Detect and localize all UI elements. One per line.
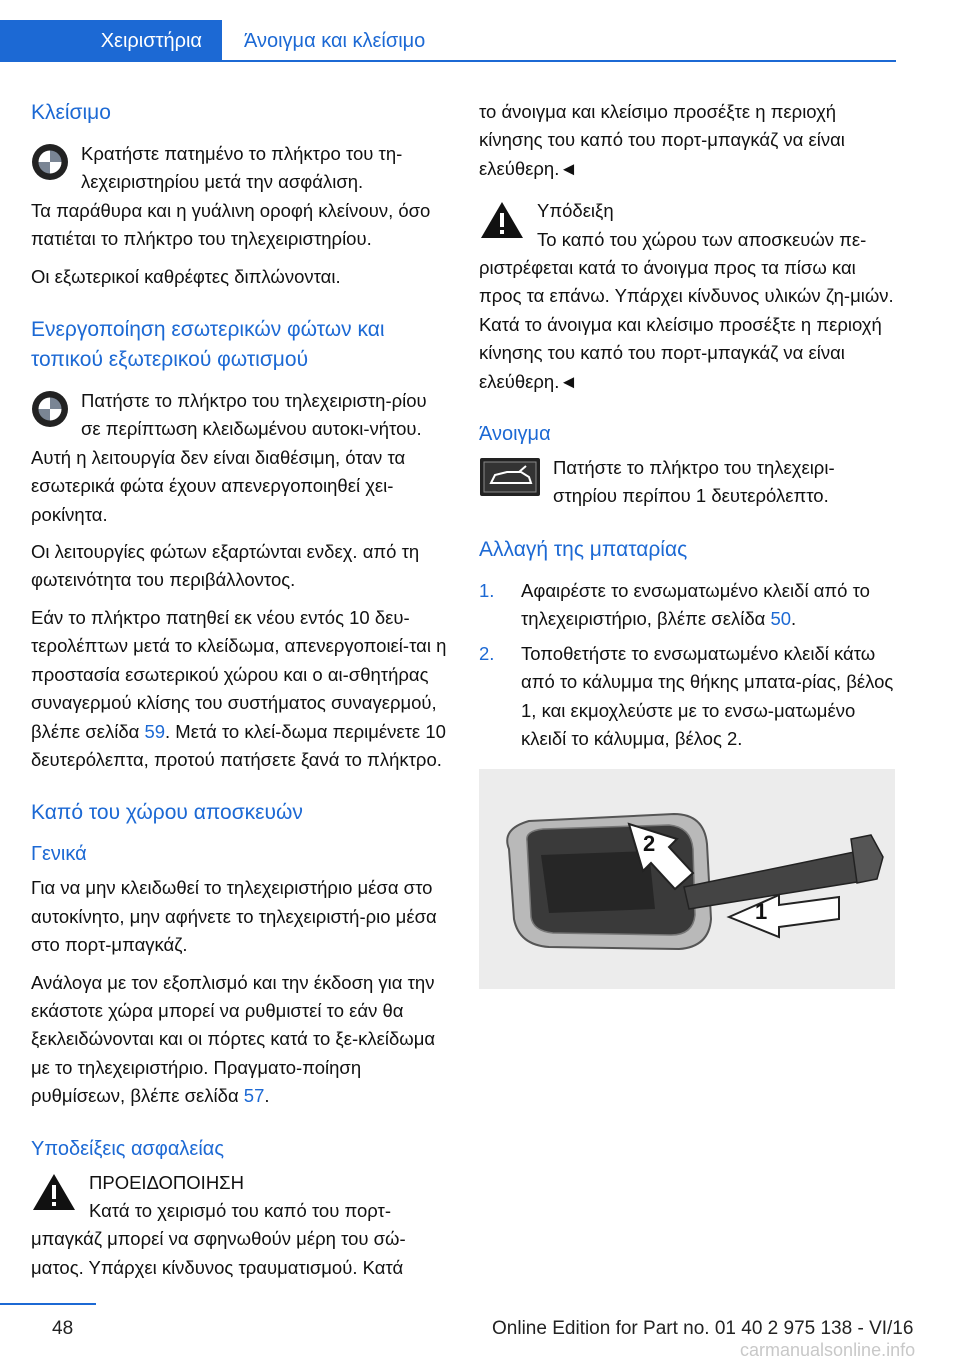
- key-illustration-svg: [479, 769, 895, 989]
- note-title: Υπόδειξη: [537, 200, 614, 222]
- general-subheading: Γενικά: [31, 843, 87, 866]
- section-tab-controls[interactable]: Χειριστήρια: [0, 20, 222, 62]
- battery-steps: [479, 577, 895, 753]
- closing-paragraph-2: Οι εξωτερικοί καθρέφτες διπλώνονται.: [31, 265, 341, 287]
- arrow-2-label: 2: [643, 831, 656, 857]
- lights-icon-text: Πατήστε το πλήκτρο του τηλεχειριστη-ρίου σε περίπτωση κλειδωμένου αυτοκι-νήτου.: [81, 390, 427, 440]
- list-item: 2. Τοποθετήστε το ενσωματωμένο κλειδί κάτω από το κάλυμμα της θήκης μπατα-ρίας, βέλος 1, και εκμοχλεύστε με το ενσω-ματωμένο κλειδί το κάλυμμα, βέλος 2.: [479, 640, 895, 754]
- trunk-heading: Καπό του χώρου αποσκευών: [31, 801, 303, 825]
- lights-heading: Ενεργοποίηση εσωτερικών φώτων και τοπικού εξωτερικού φωτισμού: [31, 318, 385, 372]
- safety-warning: [31, 1169, 447, 1283]
- page-link-59[interactable]: 59: [144, 720, 166, 742]
- key-battery-illustration: [479, 769, 895, 989]
- right-column: [479, 98, 895, 989]
- section-tab-opening-closing[interactable]: Άνοιγμα και κλείσιμο: [224, 20, 896, 62]
- left-column: [31, 98, 447, 1282]
- trunk-button-icon: [479, 457, 541, 497]
- battery-heading: Αλλαγή της μπαταρίας: [479, 537, 688, 561]
- warning-triangle-icon: [479, 200, 525, 240]
- closing-icon-text: Κρατήστε πατημένο το πλήκτρο του τη-λεχειριστηρίου μετά την ασφάλιση.: [81, 143, 403, 193]
- note-text: Το καπό του χώρου των αποσκευών πε-ριστρέφεται κατά το άνοιγμα προς τα πίσω και προς τα επάνω. Υπάρχει κίνδυνος υλικών ζη-μιών. Κατά το άνοιγμα και κλείσιμο προσέξτε η περιοχή κίνησης του καπό του πορτ-μπαγκάζ να είναι ελεύθερη.◄: [479, 228, 894, 392]
- bmw-logo-icon: [31, 390, 69, 428]
- lights-instruction: [31, 387, 447, 444]
- header-rule: [0, 60, 896, 62]
- closing-instruction: [31, 140, 447, 197]
- lights-paragraph-2: Οι λειτουργίες φώτων εξαρτώνται ενδεχ. από τη φωτεινότητα του περιβάλλοντος.: [31, 541, 420, 591]
- page-link-50[interactable]: 50: [770, 608, 792, 630]
- lights-paragraph-3: Εάν το πλήκτρο πατηθεί εκ νέου εντός 10 δευ-τερολέπτων μετά το κλείδωμα, απενεργοποιεί-ται η προστασία εσωτερικού χώρου και ο αι-σθητήρας συναγερμού κλίσης του συστήματος συναγερμού, βλέπε σελίδα 59. Μετά το κλεί-δωμα περιμένετε 10 δευτερόλεπτα, προτού πατήσετε ξανά το πλήκτρο.: [31, 606, 447, 770]
- arrow-1-label: 1: [755, 899, 768, 925]
- note-block: [479, 197, 895, 396]
- safety-subheading: Υποδείξεις ασφαλείας: [31, 1137, 224, 1160]
- watermark: carmanualsonline.info: [740, 1340, 916, 1360]
- opening-icon-text: Πατήστε το πλήκτρο του τηλεχειρι-στηρίου περίπου 1 δευτερόλεπτο.: [553, 457, 835, 507]
- list-item: 1. Αφαιρέστε το ενσωματωμένο κλειδί από το τηλεχειριστήριο, βλέπε σελίδα 50.: [479, 577, 895, 634]
- warning-text: Κατά το χειρισμό του καπό του πορτ-μπαγκάζ μπορεί να σφηνωθούν μέρη του σώ-ματος. Υπάρχει κίνδυνος τραυματισμού. Κατά: [31, 1199, 406, 1278]
- closing-paragraph-1: Τα παράθυρα και η γυάλινη οροφή κλείνουν, όσο πατιέται το πλήκτρο του τηλεχειριστηρίου.: [31, 199, 431, 250]
- trunk-paragraph-1: Για να μην κλειδωθεί το τηλεχειριστήριο μέσα στο αυτοκίνητο, μην αφήνετε το τηλεχειριστή-ριο μέσα στο πορτ-μπαγκάζ.: [31, 877, 437, 956]
- warning-continuation: το άνοιγμα και κλείσιμο προσέξτε η περιοχή κίνησης του καπό του πορτ-μπαγκάζ να είναι ελεύθερη.◄: [479, 101, 845, 179]
- page-number: 48: [52, 1318, 74, 1339]
- footer-rule: [0, 1303, 96, 1305]
- warning-triangle-icon: [31, 1172, 77, 1212]
- closing-heading: Κλείσιμο: [31, 101, 111, 124]
- step-number: 2.: [479, 642, 495, 664]
- opening-subheading: Άνοιγμα: [479, 423, 551, 446]
- lights-paragraph-1: Αυτή η λειτουργία δεν είναι διαθέσιμη, όταν τα εσωτερικά φώτα έχουν απενεργοποιηθεί χει-ροκίνητα.: [31, 446, 406, 525]
- edition-label: Online Edition for Part no. 01 40 2 975 138 - VI/16: [492, 1318, 914, 1339]
- page-link-57[interactable]: 57: [243, 1085, 265, 1107]
- page-header: [0, 0, 960, 62]
- warning-title: ΠΡΟΕΙΔΟΠΟΙΗΣΗ: [89, 1171, 244, 1193]
- trunk-paragraph-2: Ανάλογα με τον εξοπλισμό και την έκδοση για την εκάστοτε χώρα μπορεί να ρυθμιστεί το εάν θα ξεκλειδώνονται και οι πόρτες κατά το ξε-κλείδωμα με το τηλεχειριστήριο. Πραγματο-ποίηση ρυθμίσεων, βλέπε σελίδα 57.: [31, 971, 436, 1107]
- bmw-logo-icon: [31, 143, 69, 181]
- arrow-1: [729, 895, 839, 937]
- opening-instruction: [479, 454, 895, 511]
- step-number: 1.: [479, 579, 495, 601]
